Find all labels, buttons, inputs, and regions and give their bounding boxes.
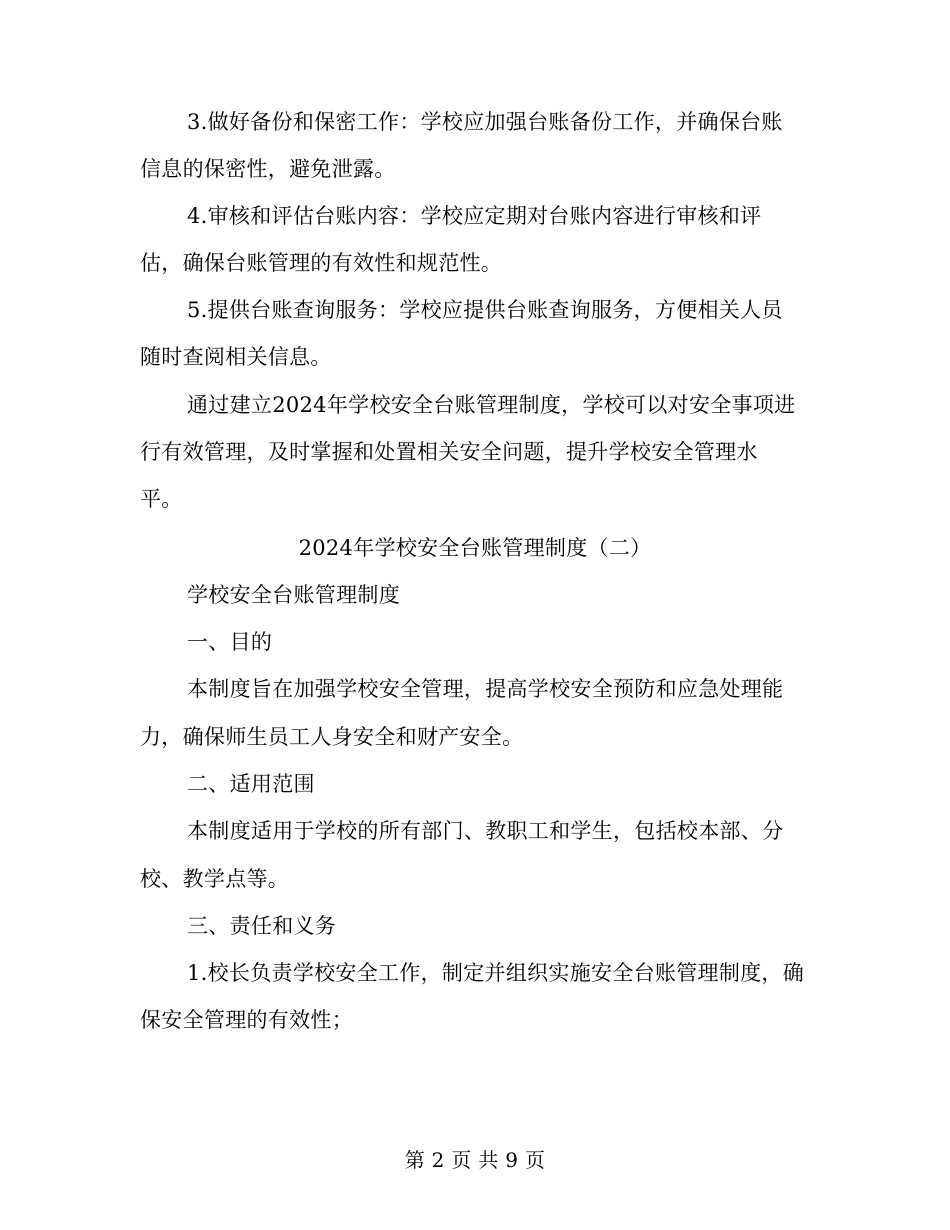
paragraph-line: 3.做好备份和保密工作：学校应加强台账备份工作，并确保台账 xyxy=(187,110,783,134)
paragraph-line: 5.提供台账查询服务：学校应提供台账查询服务，方便相关人员 xyxy=(187,298,783,322)
section-heading: 三、责任和义务 xyxy=(187,914,337,938)
paragraph-line: 本制度旨在加强学校安全管理，提高学校安全预防和应急处理能 xyxy=(187,677,784,701)
paragraph-line: 保安全管理的有效性； xyxy=(140,1008,353,1032)
page-footer: 第 2 页 共 9 页 xyxy=(404,1148,546,1172)
section-heading: 2024年学校安全台账管理制度（二） xyxy=(298,536,652,560)
paragraph-line: 平。 xyxy=(140,487,183,511)
paragraph-line: 本制度适用于学校的所有部门、教职工和学生，包括校本部、分 xyxy=(187,819,784,843)
paragraph-line: 随时查阅相关信息。 xyxy=(140,345,332,369)
paragraph-line: 通过建立2024年学校安全台账管理制度，学校可以对安全事项进 xyxy=(187,393,796,417)
paragraph-line: 行有效管理，及时掌握和处置相关安全问题，提升学校安全管理水 xyxy=(140,440,758,464)
paragraph-line: 信息的保密性，避免泄露。 xyxy=(140,157,396,181)
section-heading: 二、适用范围 xyxy=(187,772,315,796)
paragraph-line: 估，确保台账管理的有效性和规范性。 xyxy=(140,251,503,275)
paragraph-line: 力，确保师生员工人身安全和财产安全。 xyxy=(140,725,524,749)
paragraph-line: 校、教学点等。 xyxy=(140,867,290,891)
paragraph-line: 1.校长负责学校安全工作，制定并组织实施安全台账管理制度，确 xyxy=(187,961,805,985)
document-title: 学校安全台账管理制度 xyxy=(187,583,400,607)
paragraph-line: 4.审核和评估台账内容：学校应定期对台账内容进行审核和评 xyxy=(187,204,762,228)
section-heading: 一、目的 xyxy=(187,630,273,654)
